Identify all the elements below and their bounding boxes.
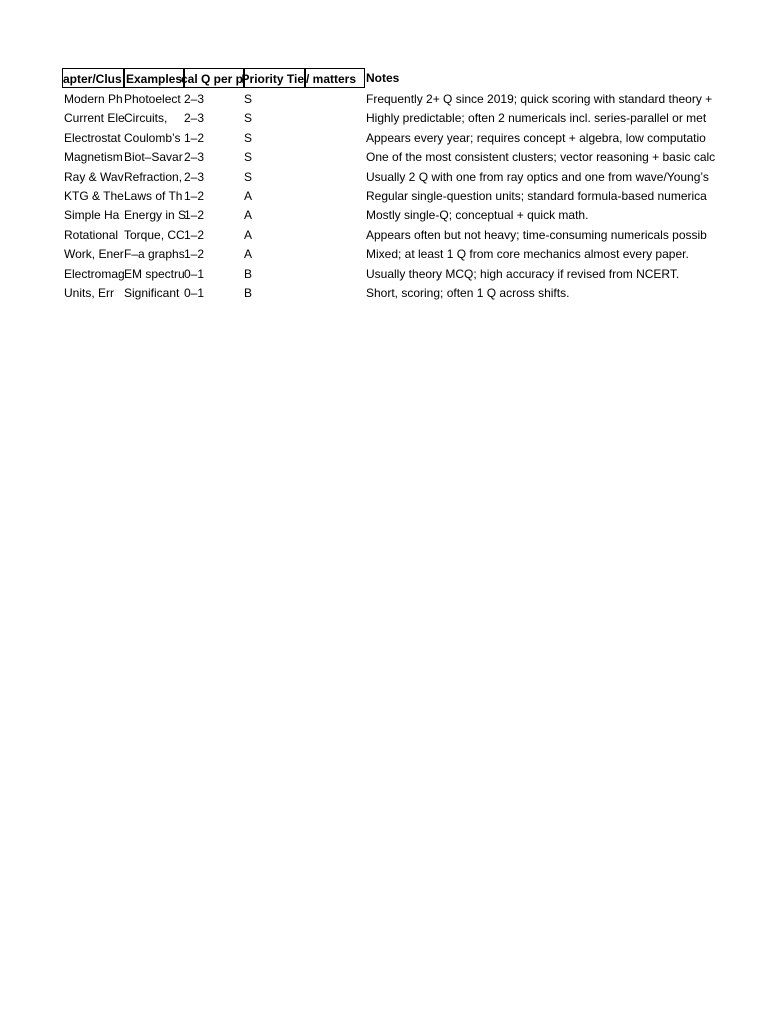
cell-notes[interactable]: Usually 2 Q with one from ray optics and one from wave/Young’s	[366, 169, 709, 184]
cell-why-matters[interactable]	[305, 245, 365, 264]
cell-q-per-paper[interactable]: 1–2	[184, 130, 205, 145]
table-row	[62, 265, 680, 284]
cell-notes[interactable]: Short, scoring; often 1 Q across shifts.	[366, 285, 570, 300]
table-row	[62, 168, 709, 187]
cell-chapter[interactable]: Modern Ph	[64, 92, 123, 106]
cell-notes[interactable]: Mixed; at least 1 Q from core mechanics almost every paper.	[366, 247, 689, 262]
cell-why-matters[interactable]	[305, 265, 365, 284]
cell-chapter[interactable]: KTG & The	[64, 188, 124, 203]
cell-q-per-paper[interactable]: 2–3	[184, 169, 205, 184]
spreadsheet-table	[62, 68, 716, 303]
cell-priority-tier[interactable]	[244, 245, 305, 264]
cell-chapter[interactable]: Simple Ha	[64, 208, 120, 223]
header-row	[62, 68, 668, 90]
header-why-matters[interactable]: matters /	[305, 68, 365, 88]
cell-chapter[interactable]: Work, Ener	[64, 247, 124, 262]
table-row	[62, 187, 707, 206]
cell-chapter[interactable]: Magnetism	[64, 150, 123, 165]
cell-why-matters[interactable]	[305, 226, 365, 245]
cell-examples[interactable]: EM spectru	[124, 266, 185, 281]
cell-priority-tier[interactable]	[244, 90, 305, 109]
cell-notes[interactable]: Appears often but not heavy; time-consuming numericals possib	[366, 227, 707, 242]
cell-q-per-paper[interactable]: 1–2	[184, 188, 205, 203]
tier-value: A	[244, 227, 253, 242]
header-chapter-cluster[interactable]: apter/Clus	[62, 68, 124, 88]
cell-notes[interactable]: Highly predictable; often 2 numericals incl. series-parallel or met	[366, 111, 707, 126]
cell-why-matters[interactable]	[305, 109, 365, 128]
cell-notes[interactable]: Usually theory MCQ; high accuracy if revised from NCERT.	[366, 266, 680, 281]
cell-q-per-paper[interactable]: 2–3	[184, 150, 205, 165]
tier-value: A	[244, 188, 253, 203]
cell-why-matters[interactable]	[305, 90, 365, 109]
cell-examples[interactable]: Significant	[124, 285, 180, 300]
cell-notes[interactable]: One of the most consistent clusters; vector reasoning + basic calc	[366, 150, 716, 165]
cell-examples[interactable]: Photoelect	[124, 92, 181, 106]
cell-priority-tier[interactable]	[244, 265, 305, 284]
cell-why-matters[interactable]	[305, 206, 365, 225]
cell-priority-tier[interactable]	[244, 148, 305, 167]
table-row	[62, 109, 707, 128]
table-row	[62, 284, 668, 303]
tier-value: S	[244, 130, 253, 145]
cell-why-matters[interactable]	[305, 284, 365, 303]
header-q-per-paper[interactable]: cal Q per p	[184, 68, 244, 88]
cell-chapter[interactable]: Rotational	[64, 227, 119, 242]
cell-examples[interactable]: Energy in S	[124, 208, 187, 223]
table-row	[62, 226, 707, 245]
cell-notes[interactable]: Mostly single-Q; conceptual + quick math.	[366, 208, 589, 223]
cell-chapter[interactable]: Units, Err	[64, 285, 115, 300]
cell-examples[interactable]: Coulomb’s	[124, 130, 181, 145]
cell-q-per-paper[interactable]: 1–2	[184, 208, 205, 223]
cell-examples[interactable]: Refraction,	[124, 169, 183, 184]
cell-why-matters[interactable]	[305, 168, 365, 187]
table-row	[62, 206, 668, 225]
cell-q-per-paper[interactable]: 1–2	[184, 227, 205, 242]
cell-why-matters[interactable]	[305, 148, 365, 167]
cell-examples[interactable]: Torque, CC	[124, 227, 185, 242]
table-row	[62, 245, 689, 264]
cell-notes[interactable]: Regular single-question units; standard formula-based numerica	[366, 188, 707, 203]
cell-priority-tier[interactable]	[244, 168, 305, 187]
table-row	[62, 90, 713, 109]
tier-value: A	[244, 208, 253, 223]
header-priority-tier[interactable]: Priority Tie	[244, 68, 305, 88]
tier-value: S	[244, 111, 253, 126]
header-notes[interactable]: Notes	[366, 71, 400, 85]
cell-notes[interactable]: Appears every year; requires concept + algebra, low computatio	[366, 130, 706, 145]
cell-chapter[interactable]: Electromag	[64, 266, 125, 281]
cell-examples[interactable]: F–a graphs	[124, 247, 185, 262]
header-examples[interactable]: Examples	[124, 68, 184, 88]
tier-value: S	[244, 92, 253, 106]
cell-priority-tier[interactable]	[244, 226, 305, 245]
tier-value: B	[244, 266, 253, 281]
cell-examples[interactable]: Laws of Th	[124, 188, 183, 203]
tier-value: S	[244, 150, 253, 165]
tier-value: S	[244, 169, 253, 184]
table-row	[62, 148, 716, 167]
cell-why-matters[interactable]	[305, 187, 365, 206]
cell-examples[interactable]: Biot–Savar	[124, 150, 183, 165]
cell-q-per-paper[interactable]: 1–2	[184, 247, 205, 262]
cell-q-per-paper[interactable]: 0–1	[184, 266, 205, 281]
cell-priority-tier[interactable]	[244, 129, 305, 148]
cell-examples[interactable]: Circuits,	[124, 111, 168, 126]
table-row	[62, 129, 706, 148]
cell-notes[interactable]: Frequently 2+ Q since 2019; quick scoring with standard theory +	[366, 92, 713, 106]
tier-value: B	[244, 285, 253, 300]
cell-chapter[interactable]: Ray & Wav	[64, 169, 124, 184]
cell-priority-tier[interactable]	[244, 206, 305, 225]
cell-chapter[interactable]: Electrostat	[64, 130, 121, 145]
cell-priority-tier[interactable]	[244, 109, 305, 128]
cell-chapter[interactable]: Current Ele	[64, 111, 125, 126]
cell-priority-tier[interactable]	[244, 284, 305, 303]
tier-value: A	[244, 247, 253, 262]
cell-q-per-paper[interactable]: 2–3	[184, 111, 205, 126]
cell-q-per-paper[interactable]: 2–3	[184, 92, 205, 106]
cell-priority-tier[interactable]	[244, 187, 305, 206]
cell-q-per-paper[interactable]: 0–1	[184, 285, 205, 300]
cell-why-matters[interactable]	[305, 129, 365, 148]
